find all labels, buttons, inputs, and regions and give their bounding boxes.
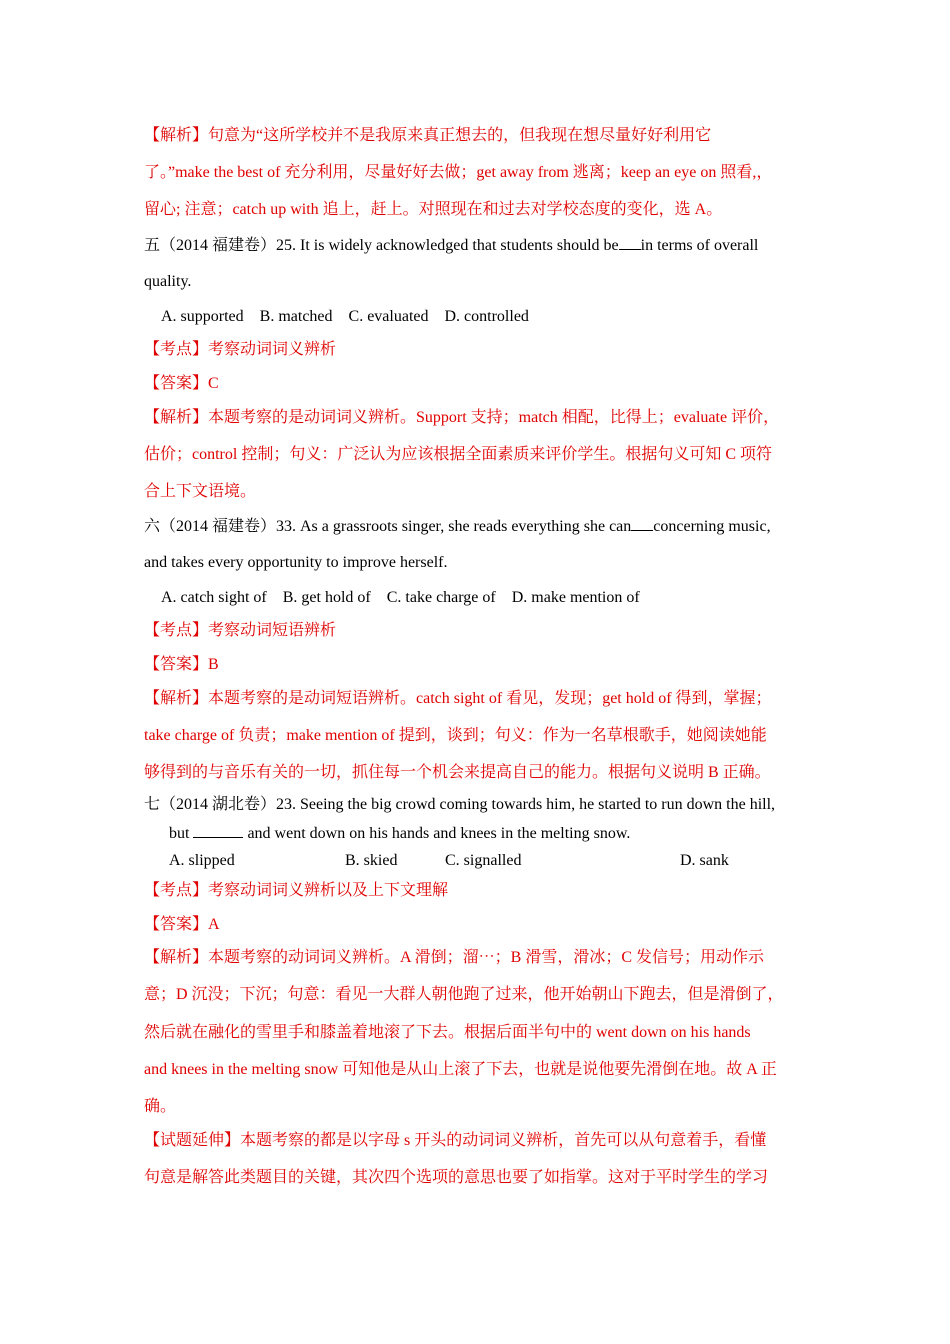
key-point: 【考点】考察动词词义辨析以及上下文理解 <box>144 882 449 899</box>
analysis-line: 【解析】本题考察的动词词义辨析。A 滑倒；溜⋯；B 滑雪，滑冰；C 发信号；用动作示 <box>144 949 765 966</box>
analysis-line: take charge of 负责；make mention of 提到，谈到；句义：作为一名草根歌手，她阅读她能 <box>144 727 767 744</box>
extension-line: 句意是解答此类题目的关键，其次四个选项的意思也要了如指掌。这对于平时学生的学习 <box>144 1169 769 1186</box>
analysis-line: 够得到的与音乐有关的一切，抓住每一个机会来提高自己的能力。根据句义说明 B 正确。 <box>144 764 771 781</box>
question-5-options: A. supported B. matched C. evaluated D. controlled <box>161 308 529 325</box>
question-6-options: A. catch sight of B. get hold of C. take charge of D. make mention of <box>161 589 640 606</box>
analysis-line: 然后就在融化的雪里手和膝盖着地滚了下去。根据后面半句中的 went down on his hands <box>144 1024 751 1041</box>
answer-blank <box>193 823 243 838</box>
answer: 【答案】B <box>144 656 219 673</box>
analysis-line: 【解析】本题考察的是动词短语辨析。catch sight of 看见，发现；get hold of 得到，掌握； <box>144 690 772 707</box>
analysis-line: 【解析】句意为“这所学校并不是我原来真正想去的，但我现在想尽量好好利用它 <box>144 127 712 144</box>
question-text: 五（2014 福建卷）25. It is widely acknowledged that students should be <box>144 237 619 254</box>
question-text: concerning music, <box>653 518 771 535</box>
question-6-stem-cont: and takes every opportunity to improve herself. <box>144 554 448 571</box>
answer-blank <box>631 516 653 531</box>
question-text: but <box>169 825 190 842</box>
answer-blank <box>619 235 641 250</box>
analysis-line: 【解析】本题考察的是动词词义辨析。Support 支持；match 相配，比得上；evaluate 评价， <box>144 409 780 426</box>
key-point: 【考点】考察动词词义辨析 <box>144 341 337 358</box>
option-c: C. signalled <box>445 852 522 869</box>
question-5-stem-cont: quality. <box>144 273 192 290</box>
question-text: and went down on his hands and knees in the melting snow. <box>247 825 631 842</box>
option-a: A. slipped <box>169 852 235 869</box>
analysis-line: and knees in the melting snow 可知他是从山上滚了下去，也就是说他要先滑倒在地。故 A 正 <box>144 1061 777 1078</box>
option-b: B. skied <box>345 852 398 869</box>
analysis-line: 了。”make the best of 充分利用，尽量好好去做；get away from 逃离；keep an eye on 照看,， <box>144 164 773 181</box>
analysis-line: 确。 <box>144 1098 177 1115</box>
question-6-stem <box>144 516 771 537</box>
analysis-line: 留心; 注意；catch up with 追上，赶上。对照现在和过去对学校态度的变化，选 A。 <box>144 201 723 218</box>
option-d: D. sank <box>680 852 729 869</box>
question-text: in terms of overall <box>640 237 759 254</box>
extension-line: 【试题延伸】本题考察的都是以字母 s 开头的动词词义辨析，首先可以从句意着手，看懂 <box>144 1132 767 1149</box>
answer: 【答案】A <box>144 916 220 933</box>
answer: 【答案】C <box>144 375 219 392</box>
question-text: 六（2014 福建卷）33. As a grassroots singer, she reads everything she can <box>144 518 632 535</box>
analysis-line: 估价；control 控制；句义：广泛认为应该根据全面素质来评价学生。根据句义可知 C 项符 <box>144 446 772 463</box>
key-point: 【考点】考察动词短语辨析 <box>144 622 337 639</box>
analysis-line: 合上下文语境。 <box>144 483 257 500</box>
question-7-stem: 七（2014 湖北卷）23. Seeing the big crowd coming towards him, he started to run down the hill, <box>144 796 776 813</box>
analysis-line: 意；D 沉没；下沉；句意：看见一大群人朝他跑了过来，他开始朝山下跑去，但是滑倒了， <box>144 986 784 1003</box>
question-5-stem <box>144 235 758 256</box>
question-7-stem-cont <box>169 823 630 844</box>
